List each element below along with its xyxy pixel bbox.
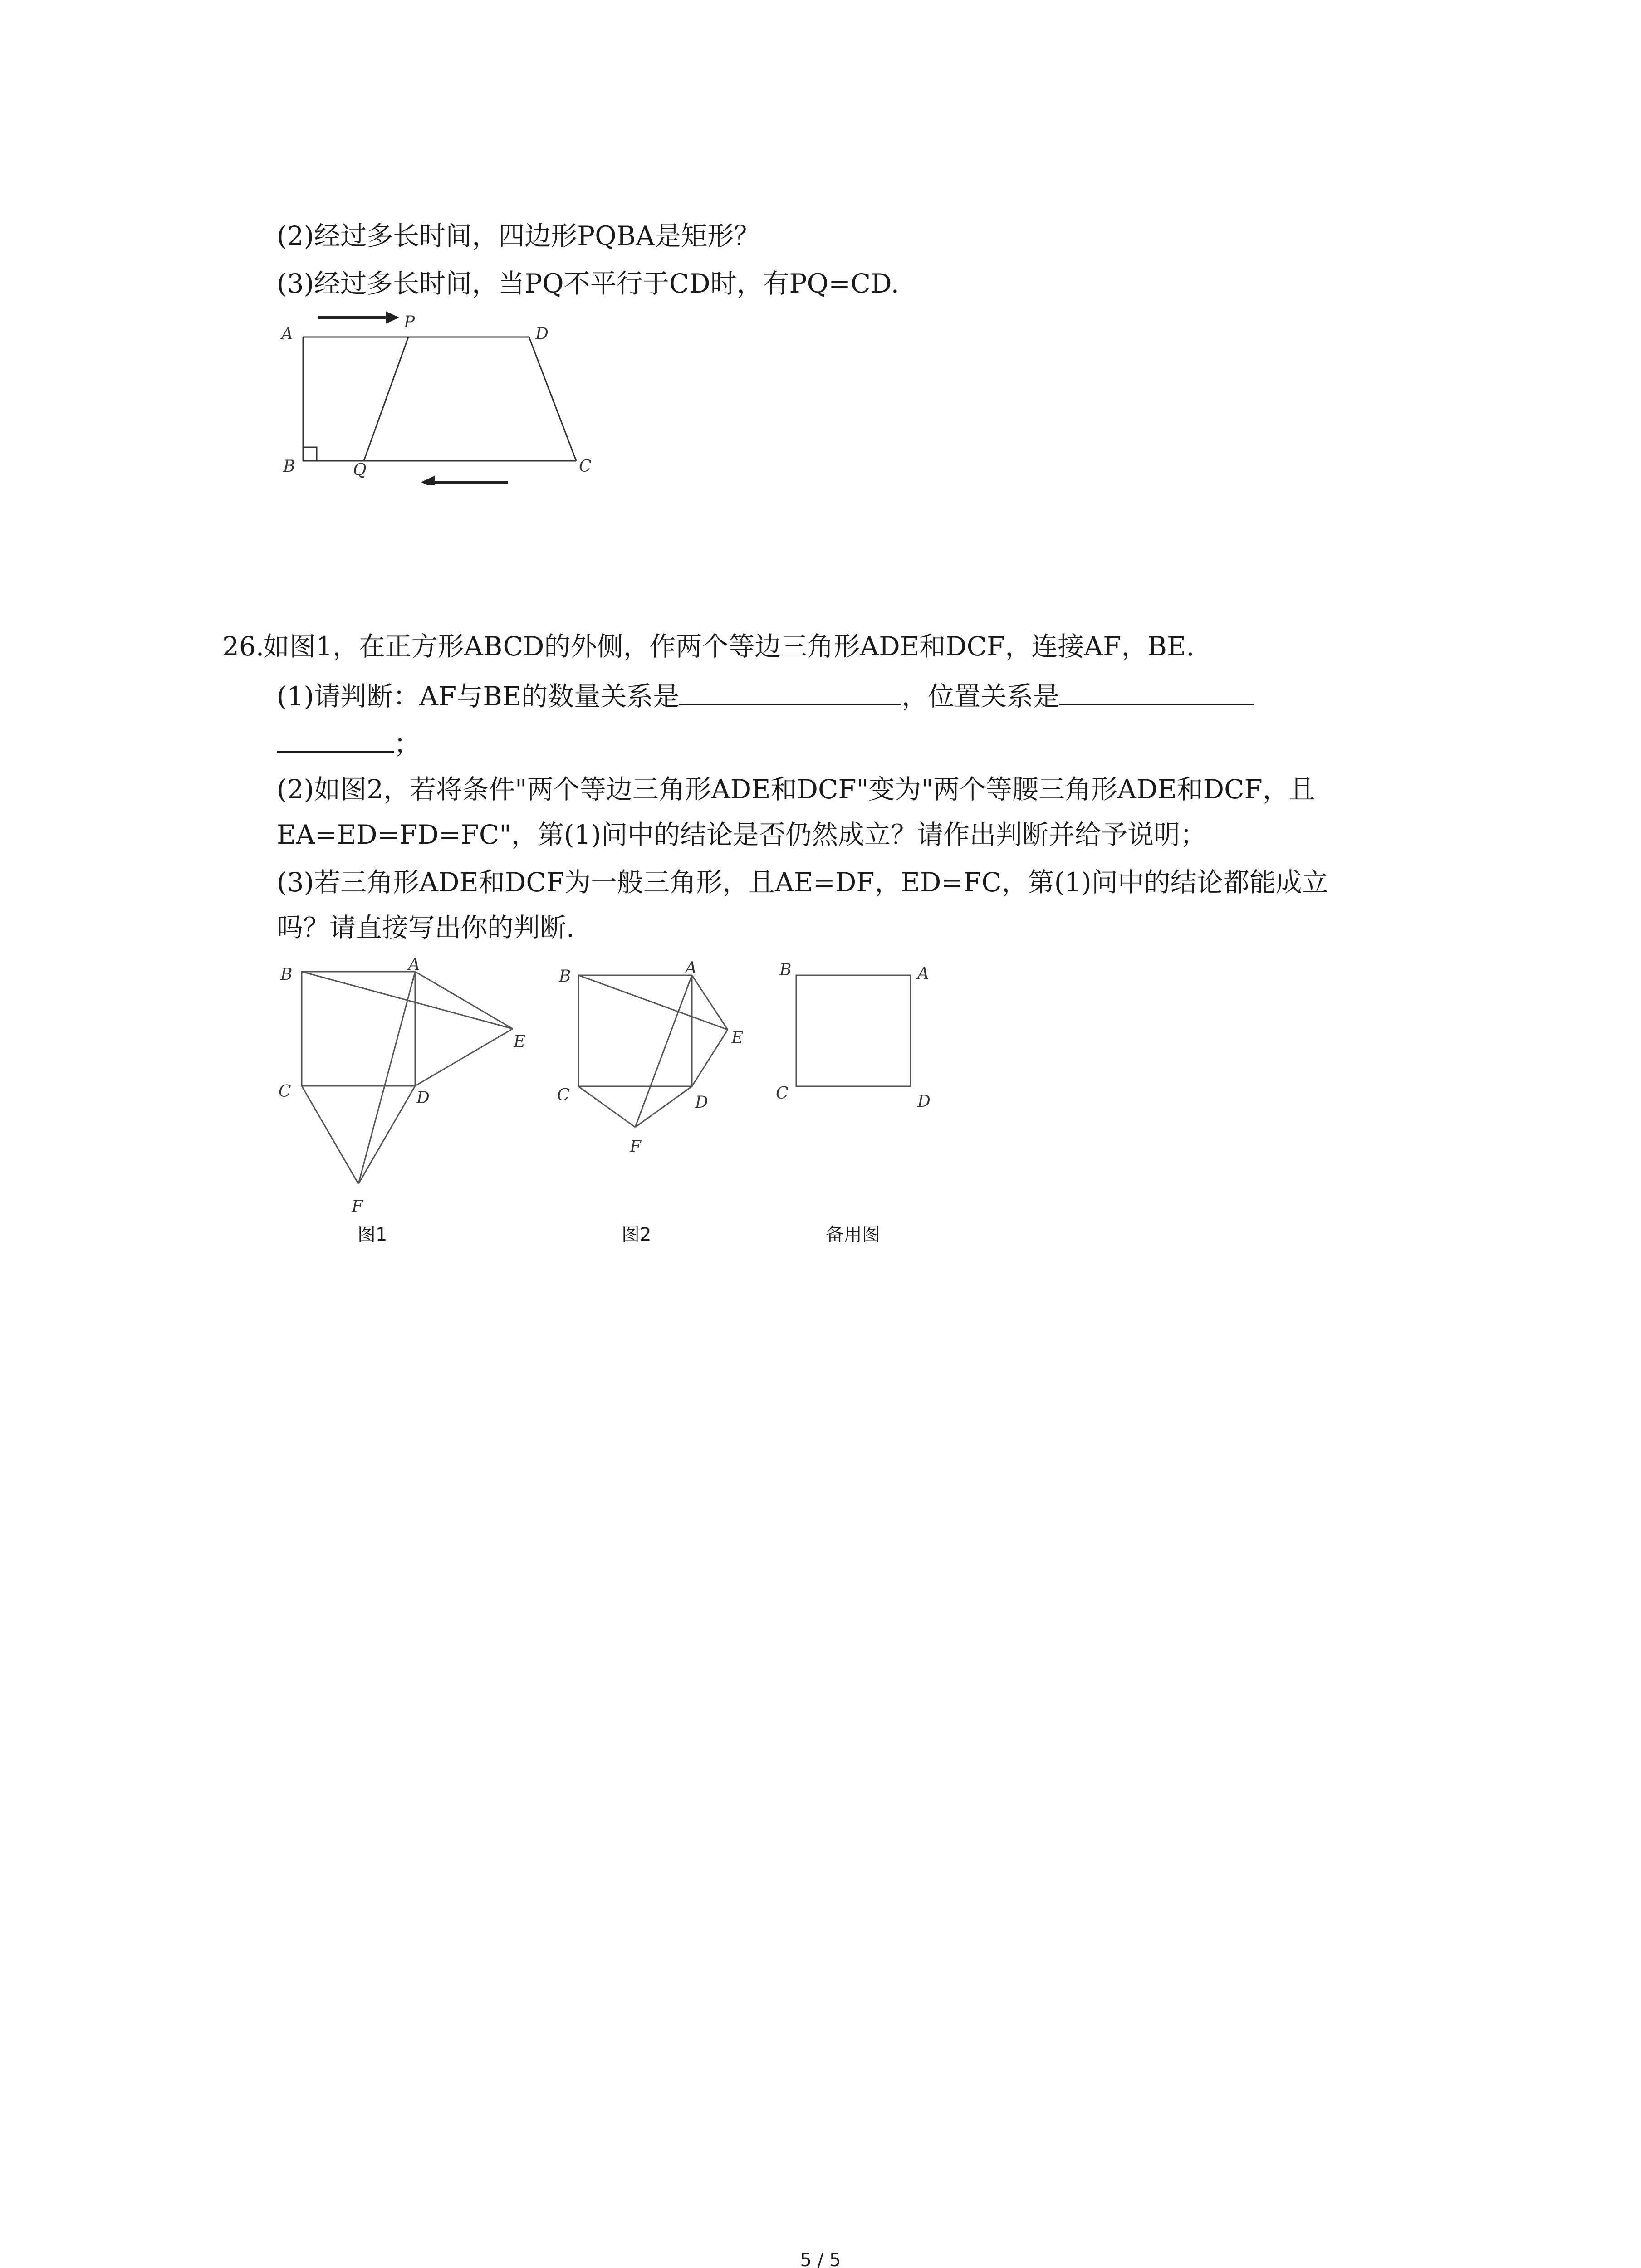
fig3-label-B: B [779,961,792,979]
label-B: B [283,457,295,476]
answer-blank-quantity[interactable] [679,678,901,705]
trapezoid-figure [277,304,603,485]
fig1-label-F: F [352,1198,363,1216]
answer-blank-position-a[interactable] [1059,678,1254,705]
question-26-part-1: (1)请判断：AF与BE的数量关系是 ，位置关系是 [277,678,1254,712]
question-26-part-2-cont: EA=ED=FD=FC"，第(1)问中的结论是否仍然成立？请作出判断并给予说明； [277,819,1207,850]
figure-2-caption: 图2 [622,1224,652,1245]
question-26-part-3-cont: 吗？请直接写出你的判断. [277,912,575,943]
fig2-label-E: E [731,1029,744,1047]
fig2-label-F: F [630,1138,641,1156]
figure-spare [762,948,953,1120]
question-26-part-3: (3)若三角形ADE和DCF为一般三角形，且AE=DF，ED=FC，第(1)问中的结论都能成立 [277,867,1328,898]
question-26-part-2: (2)如图2，若将条件"两个等边三角形ADE和DCF"变为"两个等腰三角形ADE和DCF，且 [277,774,1315,805]
figure-2 [544,948,762,1166]
fig2-label-B: B [559,967,571,986]
label-C: C [579,457,592,476]
fig2-label-C: C [557,1086,570,1105]
question-26-part-1-cont: ； [277,726,420,760]
fig3-label-C: C [776,1084,789,1103]
figure-spare-caption: 备用图 [826,1224,880,1245]
question-number: 26. [222,631,265,662]
fig1-label-E: E [514,1032,526,1051]
figure-1-caption: 图1 [358,1224,387,1245]
label-D: D [535,325,549,343]
label-P: P [404,313,415,332]
figure-1 [272,948,526,1220]
question-26-stem: 26.如图1，在正方形ABCD的外侧，作两个等边三角形ADE和DCF，连接AF，BE. [222,631,1195,662]
fig2-label-D: D [695,1093,708,1112]
label-A: A [281,325,293,343]
fig1-label-C: C [279,1082,291,1101]
answer-blank-position-b[interactable] [277,726,394,753]
fig2-label-A: A [685,959,697,978]
fig3-label-D: D [917,1092,931,1111]
label-Q: Q [353,461,367,479]
page-number: 5 / 5 [800,2250,841,2268]
question-part-2: (2)经过多长时间，四边形PQBA是矩形？ [277,220,760,251]
fig1-label-D: D [416,1089,430,1107]
fig1-label-A: A [408,955,420,974]
question-part-3: (3)经过多长时间，当PQ不平行于CD时，有PQ=CD. [277,268,900,299]
fig1-label-B: B [280,965,293,984]
fig3-label-A: A [917,964,929,983]
